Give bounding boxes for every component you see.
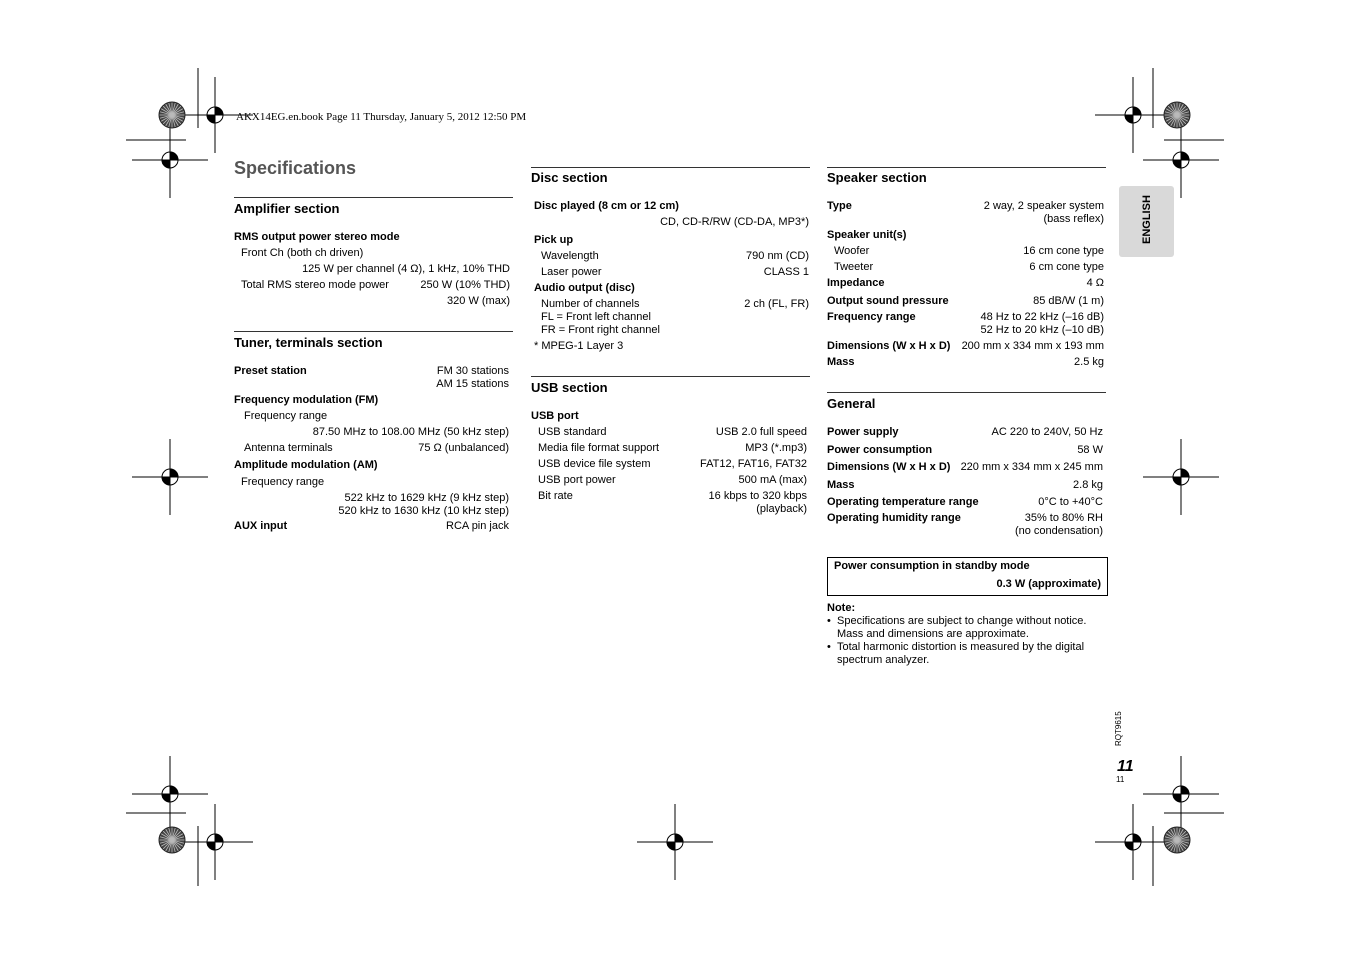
woofer-value: 16 cm cone type <box>1023 245 1104 257</box>
registration-crosshair <box>132 122 208 198</box>
speaker-section-title: Speaker section <box>827 170 927 185</box>
standby-label: Power consumption in standby mode <box>834 560 1030 572</box>
usb-port-power-label: USB port power <box>538 474 616 486</box>
wavelength-label: Wavelength <box>541 250 599 262</box>
registration-crosshair <box>1095 804 1171 880</box>
general-dims-label: Dimensions (W x H x D) <box>827 461 951 473</box>
am-heading: Amplitude modulation (AM) <box>234 459 378 471</box>
registration-crosshair <box>132 756 208 832</box>
usb-standard-label: USB standard <box>538 426 607 438</box>
disc-played-heading: Disc played (8 cm or 12 cm) <box>534 200 679 212</box>
fm-heading: Frequency modulation (FM) <box>234 394 379 406</box>
column-2 <box>531 0 810 954</box>
aux-input-label: AUX input <box>234 520 288 532</box>
tuner-section-title: Tuner, terminals section <box>234 335 383 350</box>
general-section-title: General <box>827 396 876 411</box>
total-rms-value: 250 W (10% THD) <box>420 279 510 291</box>
color-rosette <box>159 102 185 128</box>
front-ch-label: Front Ch (both ch driven) <box>241 247 364 259</box>
note-text: Total harmonic distortion is measured by the digital spectrum analyzer. <box>837 641 1085 666</box>
rms-heading: RMS output power stereo mode <box>234 231 400 243</box>
laser-power-label: Laser power <box>541 266 602 278</box>
amplifier-section-title: Amplifier section <box>234 201 340 216</box>
general-dims-value: 220 mm x 334 mm x 245 mm <box>960 461 1103 473</box>
total-rms-label: Total RMS stereo mode power <box>241 279 389 291</box>
usb-port-heading: USB port <box>531 410 579 422</box>
usb-section-title: USB section <box>531 380 608 395</box>
channels-value: 2 ch (FL, FR) <box>744 298 809 310</box>
tweeter-label: Tweeter <box>834 261 874 273</box>
speaker-type-label: Type <box>827 200 852 212</box>
audio-output-heading: Audio output (disc) <box>534 282 635 294</box>
standby-box <box>827 557 1108 596</box>
file-system-label: USB device file system <box>538 458 651 470</box>
antenna-label: Antenna terminals <box>244 442 333 454</box>
antenna-value: 75 Ω (unbalanced) <box>418 442 509 454</box>
section-divider <box>234 331 513 332</box>
column-3: Speaker section Type 2 way, 2 speaker system (bass reflex) Speaker unit(s) Woofer 16 cm cone type Tweeter 6 cm cone type Impedance 4 Ω Output sound pressure 85 dB/W (1 m) Frequency range 48 Hz to 22 kHz (–16 dB) 52 Hz to 20 kHz (–10 dB) Dimensions (W x H x D) 200 mm x 334 mm x 193 mm Mass 2.5 kg General Power supply AC 220 to 240V, 50 Hz Power consumption 58 W Dimensions (W x H x D) 220 mm x 334 mm x 245 mm Mass 2.8 kg Operating temperature range 0°C to +40°C Operating humidity range 35% to 80% RH (no condensation) Note: • Specifications are subject to change without notice. Mass and dimensions are approximate. • Total harmonic distortion is measured by the digital spectrum analyzer. <box>827 0 1106 954</box>
speaker-freq-label: Frequency range <box>827 311 916 323</box>
page-number: 11 <box>1117 758 1134 775</box>
temperature-label: Operating temperature range <box>827 496 979 508</box>
channels-label: Number of channels FL = Front left channel FR = Front right channel <box>541 298 660 336</box>
standby-value: 0.3 W (approximate) <box>996 578 1101 590</box>
fm-range-label: Frequency range <box>244 410 328 422</box>
front-ch-value: 125 W per channel (4 Ω), 1 kHz, 10% THD <box>302 263 510 275</box>
bit-rate-value: 16 kbps to 320 kbps (playback) <box>708 490 807 515</box>
disc-played-value: CD, CD-R/RW (CD-DA, MP3*) <box>660 216 809 228</box>
general-mass-value: 2.8 kg <box>1073 479 1103 491</box>
total-rms-max-value: 320 W (max) <box>447 295 510 307</box>
page-number-small: 11 <box>1116 775 1125 784</box>
media-format-value: MP3 (*.mp3) <box>745 442 807 454</box>
woofer-label: Woofer <box>834 245 870 257</box>
power-consumption-value: 58 W <box>1077 444 1103 456</box>
power-supply-value: AC 220 to 240V, 50 Hz <box>991 426 1103 438</box>
am-range-value: 522 kHz to 1629 kHz (9 kHz step) 520 kHz to 1630 kHz (10 kHz step) <box>338 492 509 517</box>
impedance-value: 4 Ω <box>1086 277 1104 289</box>
page-title: Specifications <box>234 158 357 178</box>
bit-rate-label: Bit rate <box>538 490 573 502</box>
pickup-heading: Pick up <box>534 234 574 246</box>
speaker-freq-value: 48 Hz to 22 kHz (–16 dB) 52 Hz to 20 kHz (–10 dB) <box>980 311 1104 336</box>
sound-pressure-label: Output sound pressure <box>827 295 949 307</box>
color-rosette <box>159 827 185 853</box>
sound-pressure-value: 85 dB/W (1 m) <box>1033 295 1104 307</box>
temperature-value: 0°C to +40°C <box>1038 496 1103 508</box>
general-mass-label: Mass <box>827 479 855 491</box>
registration-crosshair <box>1143 756 1219 832</box>
document-code: RQT9615 <box>1114 711 1123 746</box>
file-info-header: AKX14EG.en.book Page 11 Thursday, January 5, 2012 12:50 PM <box>236 111 527 123</box>
language-tab-label: ENGLISH <box>1141 195 1153 244</box>
speaker-units-heading: Speaker unit(s) <box>827 229 907 241</box>
color-rosette <box>1164 102 1190 128</box>
tweeter-value: 6 cm cone type <box>1029 261 1104 273</box>
disc-footnote: * MPEG-1 Layer 3 <box>534 340 624 352</box>
registration-crosshair <box>132 439 208 515</box>
file-system-value: FAT12, FAT16, FAT32 <box>700 458 807 470</box>
preset-station-value: FM 30 stations AM 15 stations <box>436 365 509 390</box>
section-divider <box>234 197 513 198</box>
media-format-label: Media file format support <box>538 442 660 454</box>
humidity-value: 35% to 80% RH (no condensation) <box>1014 512 1103 537</box>
speaker-mass-label: Mass <box>827 356 855 368</box>
usb-port-power-value: 500 mA (max) <box>738 474 807 486</box>
impedance-label: Impedance <box>827 277 885 289</box>
color-rosette <box>1164 827 1190 853</box>
registration-crosshair <box>1095 77 1171 153</box>
aux-input-value: RCA pin jack <box>446 520 509 532</box>
section-divider <box>827 392 1106 393</box>
section-divider <box>531 167 810 168</box>
wavelength-value: 790 nm (CD) <box>746 250 809 262</box>
speaker-mass-value: 2.5 kg <box>1074 356 1104 368</box>
registration-crosshair <box>1143 439 1219 515</box>
speaker-dims-label: Dimensions (W x H x D) <box>827 340 951 352</box>
language-tab <box>1119 186 1174 257</box>
speaker-dims-value: 200 mm x 334 mm x 193 mm <box>961 340 1104 352</box>
humidity-label: Operating humidity range <box>827 512 961 524</box>
usb-standard-value: USB 2.0 full speed <box>715 426 807 438</box>
preset-station-label: Preset station <box>234 365 307 377</box>
am-range-label: Frequency range <box>241 476 325 488</box>
laser-power-value: CLASS 1 <box>763 266 809 278</box>
fm-range-value: 87.50 MHz to 108.00 MHz (50 kHz step) <box>312 426 509 438</box>
section-divider <box>531 376 810 377</box>
speaker-type-value: 2 way, 2 speaker system (bass reflex) <box>983 200 1104 225</box>
power-consumption-label: Power consumption <box>827 444 933 456</box>
disc-section-title: Disc section <box>531 170 608 185</box>
note-text: Specifications are subject to change without notice. Mass and dimensions are approximate. <box>837 615 1087 640</box>
column-1 <box>234 0 513 954</box>
section-divider <box>827 167 1106 168</box>
note-title: Note: <box>827 602 856 614</box>
power-supply-label: Power supply <box>827 426 899 438</box>
